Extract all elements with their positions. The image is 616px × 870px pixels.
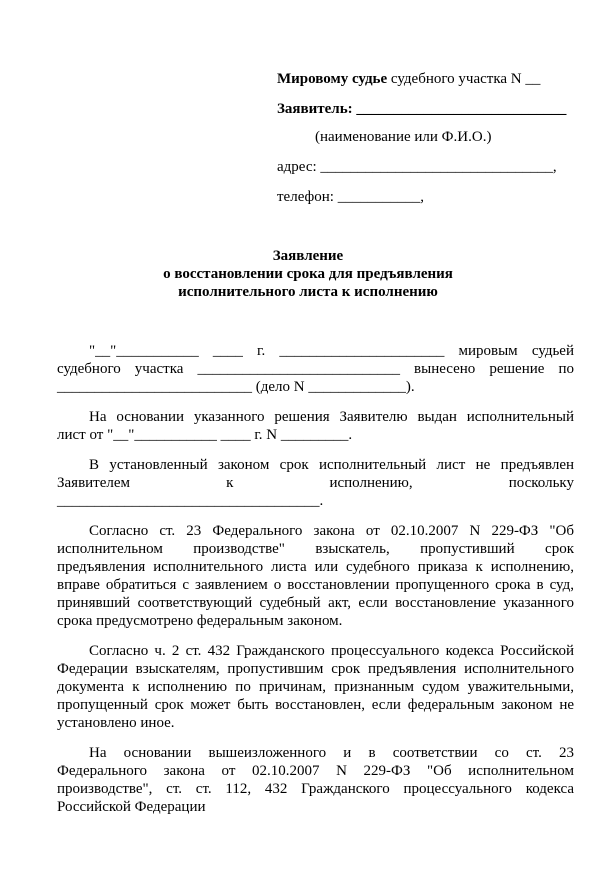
p6-line-2: Федерального закона от 02.10.2007 N 229-ФЗ "Об исполнительном [57, 763, 574, 779]
title-line-2: о восстановлении срока для предъявления [163, 266, 453, 282]
p1-line-3: __________________________ (дело N _____________). [57, 379, 415, 395]
p5-line-4: пропущенный срок может быть восстановлен, если федеральным законом не [57, 697, 574, 713]
paragraph-gpk-432 [57, 642, 574, 732]
court-district: судебного участка N __ [387, 71, 541, 87]
p6-line-1: На основании вышеизложенного и в соответствии со ст. 23 [89, 745, 574, 761]
p5-line-1: Согласно ч. 2 ст. 432 Гражданского процессуального кодекса Российской [89, 643, 574, 659]
applicant-line [277, 100, 566, 118]
p4-line-5: принявший соответствующий судебный акт, если восстановление указанного [57, 595, 574, 611]
title-line-1: Заявление [272, 248, 344, 264]
p5-line-3: документа к исполнению по причинам, признанным судом уважительными, [57, 679, 574, 695]
p4-line-1: Согласно ст. 23 Федерального закона от 02.10.2007 N 229-ФЗ "Об [89, 523, 574, 539]
judge-line [277, 70, 540, 88]
p4-line-4: вправе обратиться с заявлением о восстановлении пропущенного срока в суд, [57, 577, 574, 593]
p1-line-1: "__"___________ ____ г. ______________________ мировым судьей [89, 343, 574, 359]
p6-line-4: Российской Федерации [57, 799, 206, 815]
p3-line-2: Заявителем к исполнению, поскольку [57, 475, 574, 491]
title-line-3: исполнительного листа к исполнению [178, 284, 438, 300]
applicant-hint: (наименование или Ф.И.О.) [315, 129, 492, 145]
judge-label: Мировому судье [277, 71, 388, 87]
p5-line-2: Федерации взыскателям, пропустившим срок предъявления исполнительного [57, 661, 574, 677]
p4-line-6: срока предусмотрено федеральным законом. [57, 613, 343, 629]
p2-line-2: лист от "__"___________ ____ г. N _________. [57, 427, 353, 443]
applicant-blank: ____________________________ [352, 101, 567, 117]
paragraph-conclusion [57, 744, 574, 816]
paragraph-law-229 [57, 522, 574, 630]
p4-line-3: предъявления исполнительного листа или судебного приказа к исполнению, [57, 559, 574, 575]
paragraph-decision [57, 342, 574, 396]
p1-line-2: судебного участка ___________________________ вынесено решение по [57, 361, 574, 377]
phone-line: телефон: ___________, [277, 189, 424, 205]
applicant-label: Заявитель: [277, 101, 353, 117]
document-title [0, 247, 616, 301]
p5-line-5: установлено иное. [57, 715, 175, 731]
paragraph-writ-issued [57, 408, 574, 444]
p4-line-2: исполнительном производстве" взыскатель, пропустивший срок [57, 541, 574, 557]
p2-line-1: На основании указанного решения Заявителю выдан исполнительный [89, 409, 574, 425]
p3-line-3: ___________________________________. [57, 493, 324, 509]
document-body [57, 342, 574, 828]
address-line: адрес: _______________________________, [277, 159, 557, 175]
p6-line-3: производстве", ст. ст. 112, 432 Гражданского процессуального кодекса [57, 781, 574, 797]
p3-line-1: В установленный законом срок исполнительный лист не предъявлен [89, 457, 574, 473]
paragraph-not-presented [57, 456, 574, 510]
